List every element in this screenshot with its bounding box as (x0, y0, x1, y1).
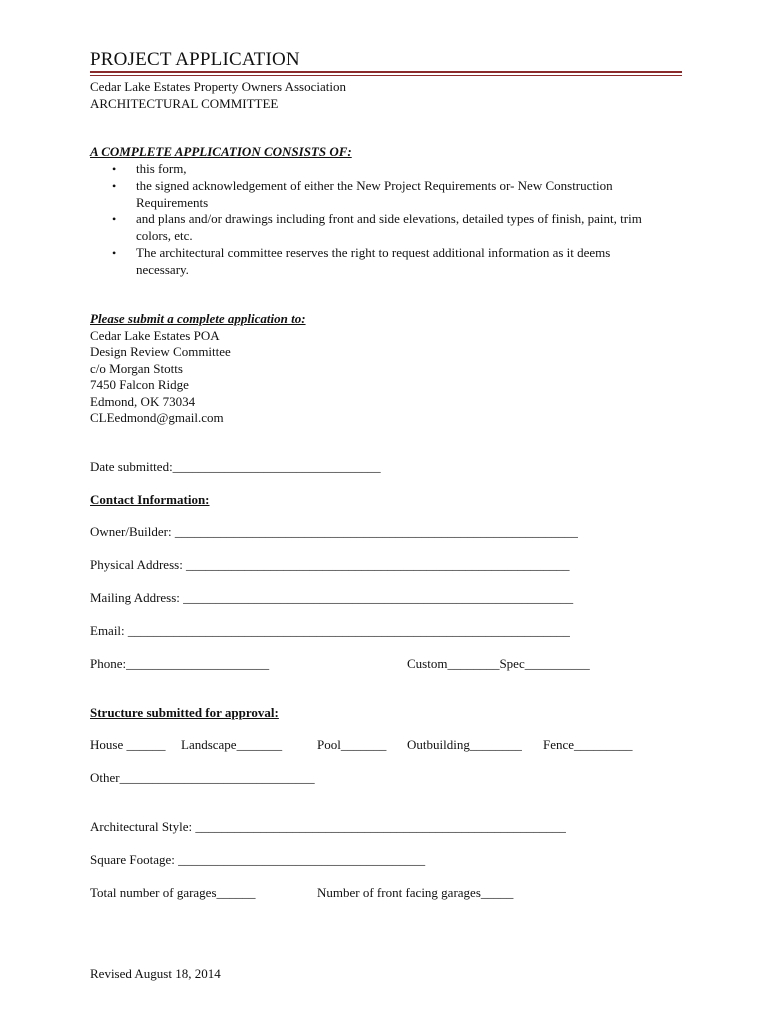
phone-field[interactable]: Phone:______________________ (90, 656, 270, 671)
requirement-line: colors, etc. (136, 228, 193, 243)
requirements-heading: A COMPLETE APPLICATION CONSISTS OF: (90, 144, 352, 159)
square-footage-field[interactable]: Square Footage: ______________________________________ (90, 852, 426, 867)
page-title: PROJECT APPLICATION (90, 49, 300, 70)
front-facing-garages-field[interactable]: Number of front facing garages_____ (317, 885, 514, 900)
submit-address-line: 7450 Falcon Ridge (90, 377, 189, 392)
outbuilding-field[interactable]: Outbuilding________ (407, 737, 522, 752)
org-name: Cedar Lake Estates Property Owners Association (90, 79, 346, 94)
submit-email: CLEedmond@gmail.com (90, 410, 224, 425)
physical-address-field[interactable]: Physical Address: ___________________________________________________________ (90, 557, 570, 572)
structure-heading: Structure submitted for approval: (90, 705, 279, 720)
submit-address-line: Cedar Lake Estates POA (90, 328, 220, 343)
mailing-address-field[interactable]: Mailing Address: ____________________________________________________________ (90, 590, 574, 605)
fence-field[interactable]: Fence_________ (543, 737, 633, 752)
title-rule-thin (90, 75, 682, 76)
bullet-icon: • (112, 179, 117, 193)
title-rule-thick (90, 71, 682, 73)
contact-heading: Contact Information: (90, 492, 210, 507)
custom-spec-field[interactable]: Custom________Spec__________ (407, 656, 590, 671)
other-field[interactable]: Other______________________________ (90, 770, 315, 785)
requirement-line: the signed acknowledgement of either the New Project Requirements or- New Construction (136, 178, 613, 193)
requirement-line: and plans and/or drawings including front and side elevations, detailed types of finish, paint, trim (136, 211, 642, 226)
requirement-line: necessary. (136, 262, 189, 277)
landscape-field[interactable]: Landscape_______ (181, 737, 283, 752)
house-field[interactable]: House ______ (90, 737, 166, 752)
requirement-line: this form, (136, 161, 187, 176)
owner-builder-field[interactable]: Owner/Builder: ______________________________________________________________ (90, 524, 578, 539)
bullet-icon: • (112, 246, 117, 260)
pool-field[interactable]: Pool_______ (317, 737, 387, 752)
committee-name: ARCHITECTURAL COMMITTEE (90, 96, 279, 111)
submit-heading: Please submit a complete application to: (90, 311, 306, 326)
email-field[interactable]: Email: ____________________________________________________________________ (90, 623, 570, 638)
revised-date: Revised August 18, 2014 (90, 966, 221, 981)
architectural-style-field[interactable]: Architectural Style: _________________________________________________________ (90, 819, 566, 834)
submit-address-line: c/o Morgan Stotts (90, 361, 183, 376)
bullet-icon: • (112, 212, 117, 226)
date-submitted-field[interactable]: Date submitted:________________________________ (90, 459, 381, 474)
bullet-icon: • (112, 162, 117, 176)
requirement-line: The architectural committee reserves the right to request additional information as it deems (136, 245, 611, 260)
requirement-line: Requirements (136, 195, 209, 210)
submit-address-line: Edmond, OK 73034 (90, 394, 196, 409)
total-garages-field[interactable]: Total number of garages______ (90, 885, 256, 900)
submit-address-line: Design Review Committee (90, 344, 231, 359)
